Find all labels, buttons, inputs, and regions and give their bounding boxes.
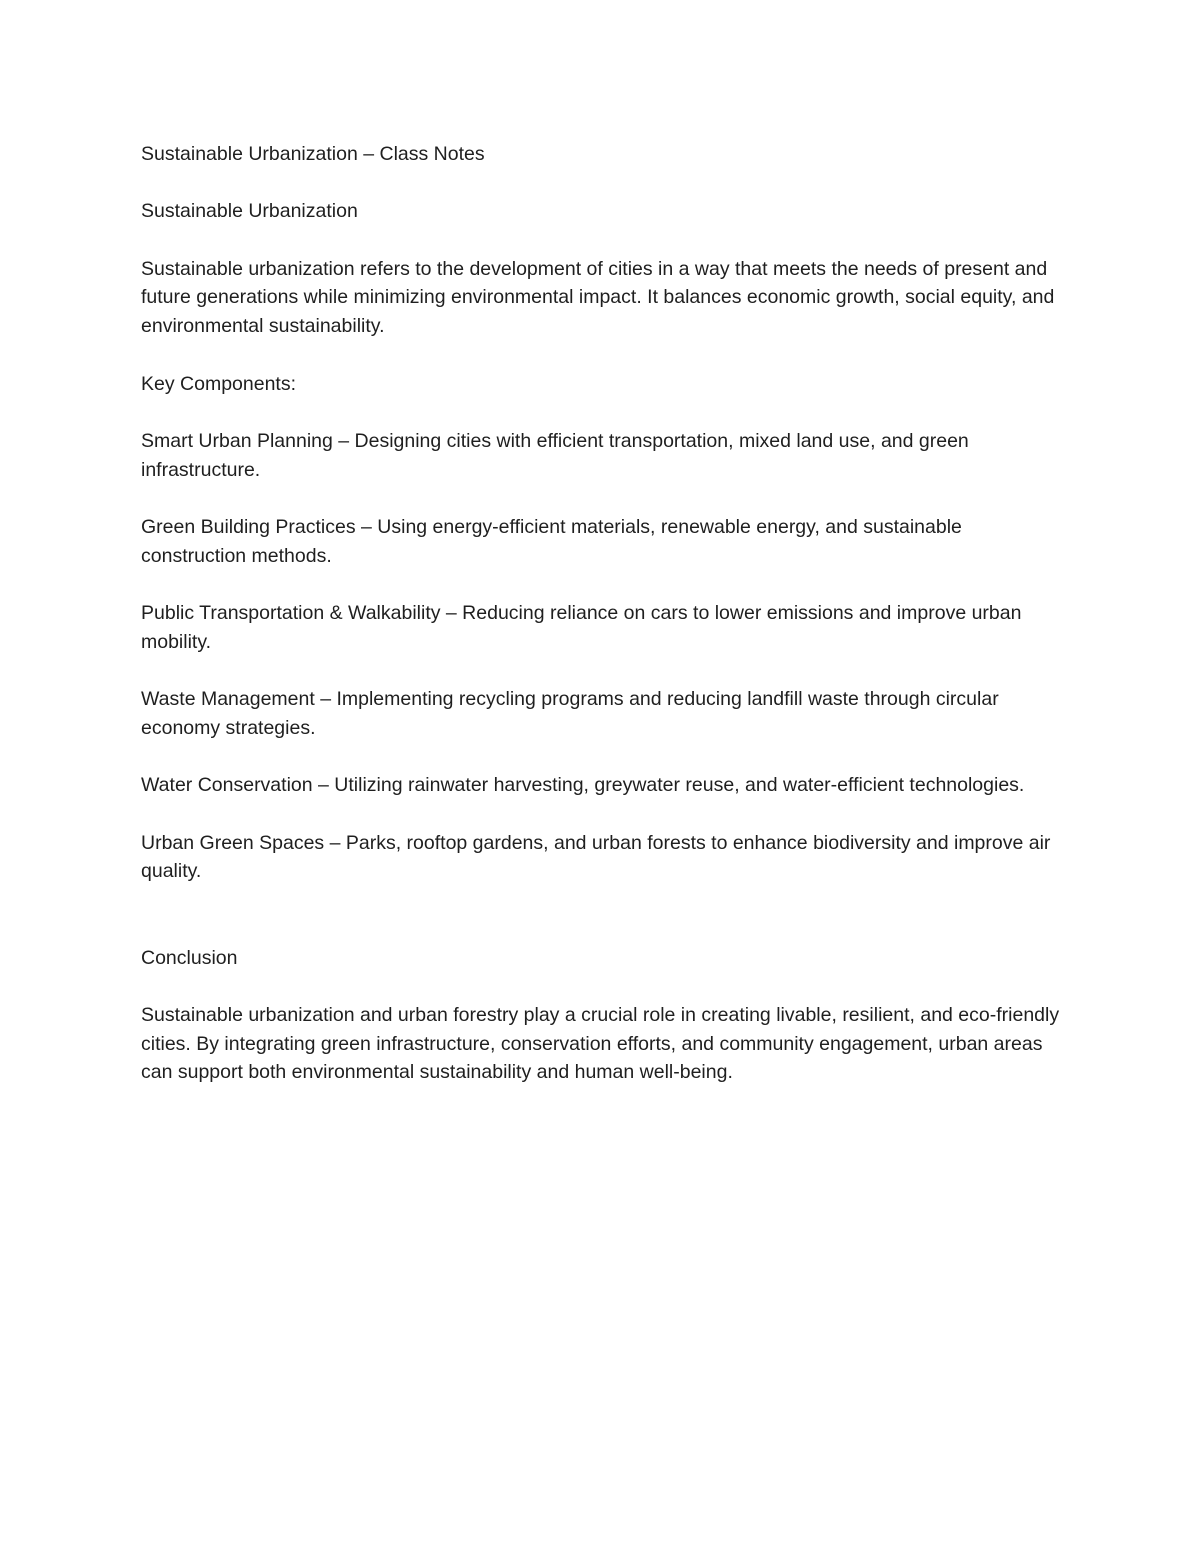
component-item-waste-management: Waste Management – Implementing recycling programs and reducing landfill waste through circular economy strategies. — [141, 688, 999, 739]
component-item-water-conservation: Water Conservation – Utilizing rainwater harvesting, greywater reuse, and water-efficient technologies. — [141, 774, 1025, 797]
conclusion-paragraph: Sustainable urbanization and urban forestry play a crucial role in creating livable, resilient, and eco-friendly cities. By integrating green infrastructure, conservation efforts, and community engagement, urban areas can support both environmental sustainability and human well-being. — [141, 1003, 1060, 1084]
document-title: Sustainable Urbanization – Class Notes — [141, 143, 485, 165]
document-body — [141, 140, 1071, 1087]
component-item-green-building: Green Building Practices – Using energy-efficient materials, renewable energy, and sustainable construction methods. — [141, 516, 962, 567]
component-item-public-transportation: Public Transportation & Walkability – Reducing reliance on cars to lower emissions and improve urban mobility. — [141, 602, 1022, 653]
conclusion-heading: Conclusion — [141, 946, 238, 969]
key-components-heading: Key Components: — [141, 372, 297, 395]
intro-paragraph: Sustainable urbanization refers to the development of cities in a way that meets the needs of present and future generations while minimizing environmental impact. It balances economic growth, social equity, and environmental sustainability. — [141, 257, 1055, 338]
component-item-urban-green-spaces: Urban Green Spaces – Parks, rooftop gardens, and urban forests to enhance biodiversity and improve air quality. — [141, 831, 1051, 883]
section-heading: Sustainable Urbanization — [141, 200, 358, 223]
component-item-smart-urban-planning: Smart Urban Planning – Designing cities with efficient transportation, mixed land use, and green infrastructure. — [141, 429, 969, 481]
